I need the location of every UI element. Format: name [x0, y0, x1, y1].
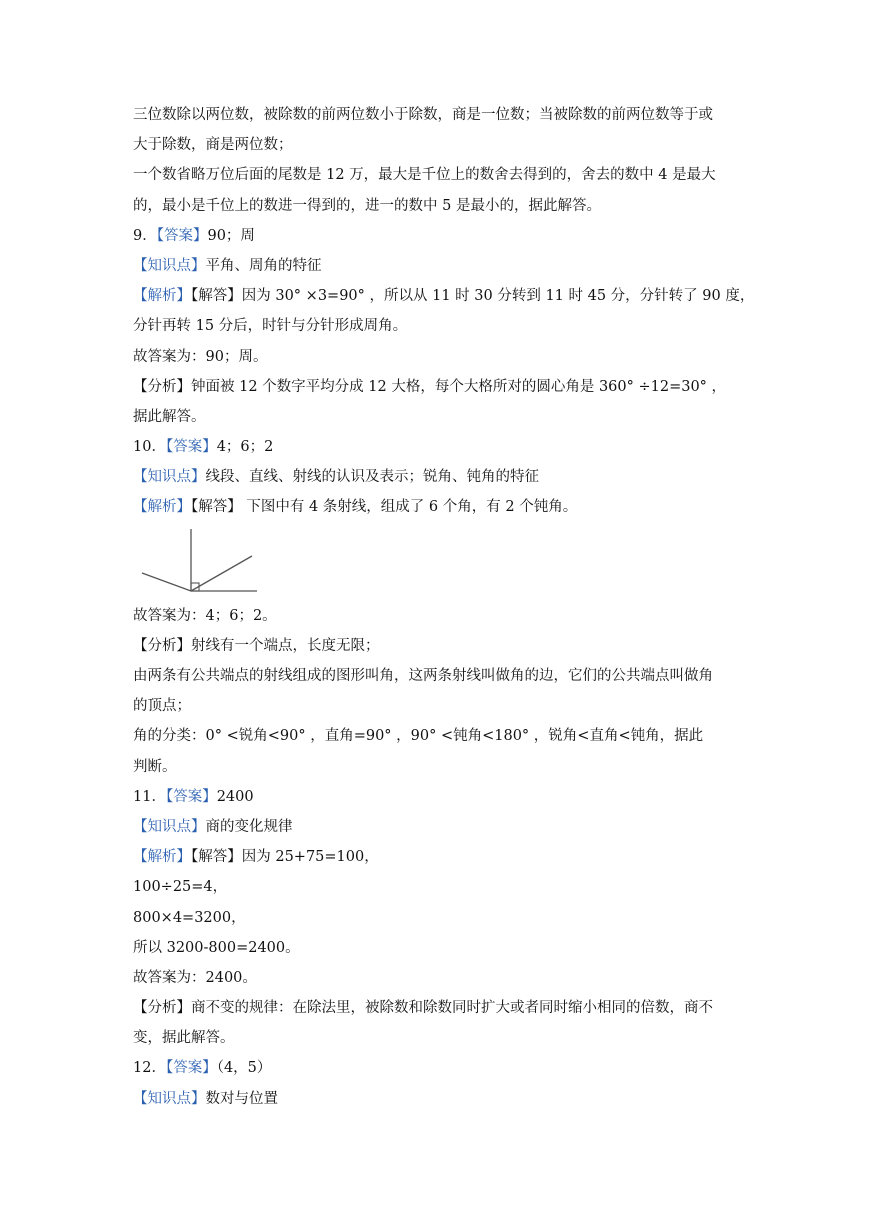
- line-text: 因为 30° ×3=90° ，所以从 11 时 30 分转到 11 时 45 分，分针转了 90 度，: [241, 288, 755, 305]
- text-line: [133, 221, 743, 251]
- section-label-secondary: 【解答】: [191, 288, 242, 305]
- answer-content: [133, 100, 755, 1114]
- question-number: 11．: [133, 788, 166, 805]
- text-line: [133, 963, 743, 993]
- text-line: [133, 342, 743, 372]
- section-label-secondary: 【分析】: [133, 637, 191, 654]
- line-text: 故答案为：2400。: [133, 969, 257, 986]
- line-text: 100÷25=4，: [133, 879, 228, 896]
- text-line: [133, 462, 743, 492]
- text-line: [133, 1053, 743, 1083]
- section-label: 【知识点】: [133, 257, 206, 274]
- text-line: [133, 903, 743, 933]
- line-text: 故答案为：4；6；2。: [133, 607, 277, 624]
- line-text: 角的分类：0° <锐角<90° ，直角=90° ，90° <钝角<180° ，锐角<直角<钝角，据此: [133, 728, 704, 745]
- section-label: 【答案】: [165, 788, 217, 805]
- text-line: [133, 601, 743, 631]
- text-line: [133, 402, 743, 432]
- section-label: 【答案】: [165, 439, 217, 456]
- line-text: 90；周: [207, 227, 255, 244]
- section-label: 【知识点】: [133, 818, 206, 835]
- section-label: 【答案】: [156, 227, 208, 244]
- rays-diagram: [139, 529, 259, 599]
- section-label: 【知识点】: [133, 469, 206, 486]
- rays-figure: [133, 523, 743, 601]
- text-line: [133, 372, 743, 402]
- line-text: 平角、周角的特征: [205, 257, 322, 274]
- line-text: 因为 25+75=100，: [241, 849, 379, 866]
- text-line: [133, 191, 743, 221]
- text-line: [133, 281, 755, 311]
- section-label-secondary: 【解答】: [191, 499, 242, 516]
- line-text: 商的变化规律: [205, 818, 293, 835]
- section-label-secondary: 【分析】: [133, 378, 191, 395]
- text-line: [133, 721, 743, 751]
- section-label: 【知识点】: [133, 1090, 206, 1107]
- text-line: [133, 752, 743, 782]
- section-label-secondary: 【解答】: [191, 849, 242, 866]
- text-line: [133, 1084, 743, 1114]
- line-text: 钟面被 12 个数字平均分成 12 大格，每个大格所对的圆心角是 360° ÷12=30° ，: [191, 378, 727, 395]
- section-label-secondary: 【分析】: [133, 1000, 191, 1017]
- section-label: 【解析】: [133, 849, 191, 866]
- text-line: [133, 631, 743, 661]
- line-text: 分针再转 15 分后，时针与分针形成周角。: [133, 318, 408, 335]
- line-text: 故答案为：90；周。: [133, 348, 268, 365]
- line-text: 由两条有公共端点的射线组成的图形叫角，这两条射线叫做角的边，它们的公共端点叫做角: [133, 668, 713, 684]
- text-line: [133, 251, 743, 281]
- text-line: [133, 782, 743, 812]
- section-label: 【解析】: [133, 499, 191, 516]
- text-line: [133, 311, 743, 341]
- line-text: 2400: [216, 788, 254, 805]
- line-text: （4，5）: [216, 1060, 272, 1077]
- question-number: 10．: [133, 439, 166, 456]
- line-text: 三位数除以两位数，被除数的前两位数小于除数，商是一位数；当被除数的前两位数等于或: [133, 107, 713, 123]
- text-line: [133, 492, 743, 522]
- line-text: 商不变的规律：在除法里，被除数和除数同时扩大或者同时缩小相同的倍数，商不: [191, 1000, 713, 1017]
- line-text: 800×4=3200，: [133, 909, 246, 926]
- question-number: 12．: [133, 1060, 166, 1077]
- text-line: [133, 933, 743, 963]
- line-text: 数对与位置: [205, 1090, 278, 1107]
- text-line: [133, 691, 743, 721]
- text-line: [133, 661, 743, 691]
- line-text: 大于除数，商是两位数；: [133, 137, 293, 154]
- line-text: 4；6；2: [216, 439, 274, 456]
- section-label: 【答案】: [165, 1060, 217, 1077]
- text-line: [133, 160, 743, 190]
- line-text: 判断。: [133, 758, 177, 775]
- line-text: 的顶点；: [133, 698, 191, 715]
- line-text: 射线有一个端点，长度无限；: [191, 637, 380, 654]
- line-text: 据此解答。: [133, 408, 206, 425]
- line-text: 的，最小是千位上的数进一得到的，进一的数中 5 是最小的，据此解答。: [133, 197, 601, 214]
- question-number: 9．: [133, 227, 157, 244]
- line-text: 下图中有 4 条射线，组成了 6 个角，有 2 个钝角。: [241, 499, 578, 516]
- text-line: [133, 100, 743, 130]
- line-text: 线段、直线、射线的认识及表示；锐角、钝角的特征: [205, 469, 539, 486]
- line-text: 所以 3200-800=2400。: [133, 939, 300, 956]
- text-line: [133, 993, 743, 1023]
- text-line: [133, 432, 743, 462]
- text-line: [133, 842, 743, 872]
- text-line: [133, 872, 743, 902]
- text-line: [133, 812, 743, 842]
- text-line: [133, 1023, 743, 1053]
- text-line: [133, 130, 743, 160]
- section-label: 【解析】: [133, 288, 191, 305]
- line-text: 一个数省略万位后面的尾数是 12 万，最大是千位上的数舍去得到的，舍去的数中 4 是最大: [133, 167, 716, 184]
- line-text: 变，据此解答。: [133, 1030, 235, 1047]
